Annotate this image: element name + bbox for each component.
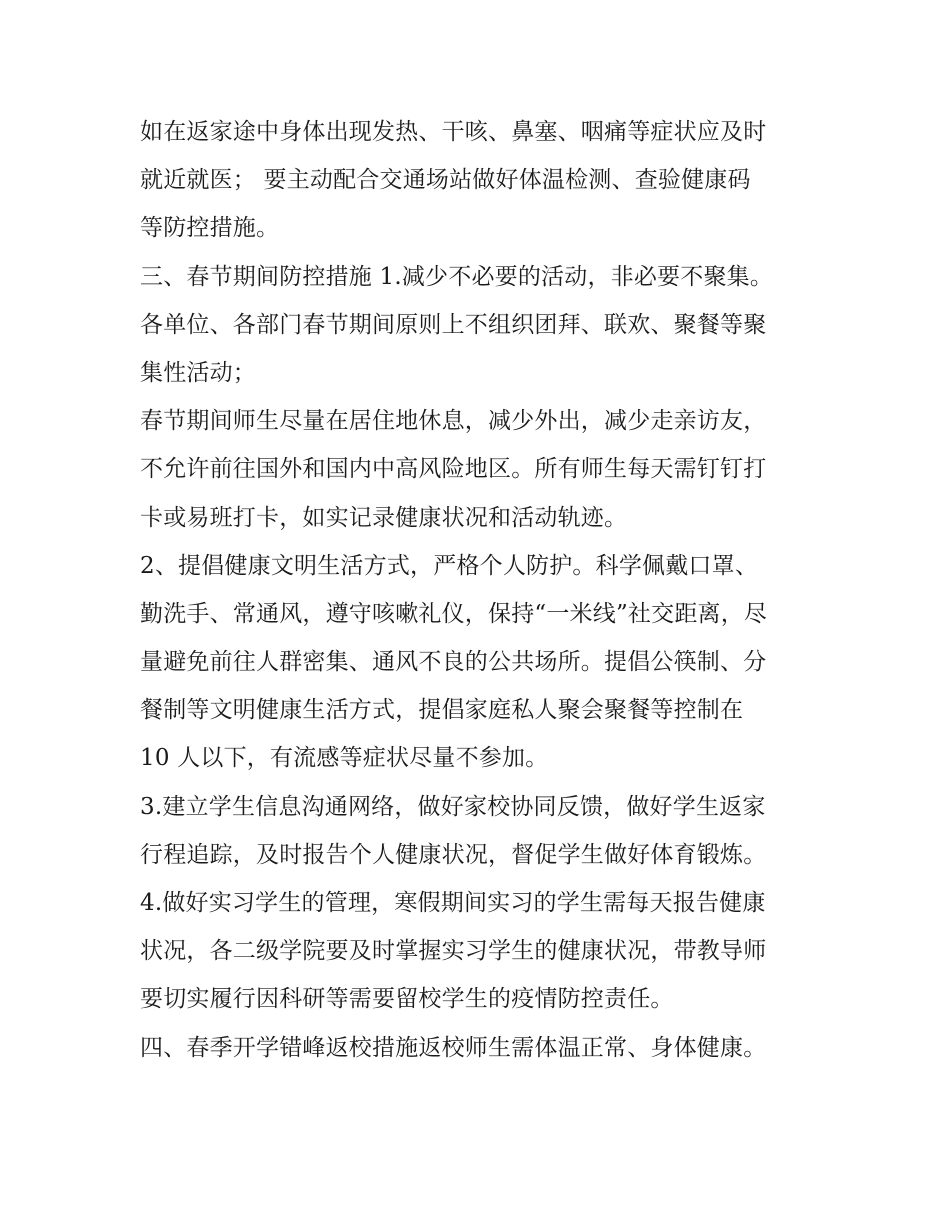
text-line: 2、提倡健康文明生活方式，严格个人防护。科学佩戴口罩、 xyxy=(140,552,759,579)
text-line: 不允许前往国外和国内中高风险地区。所有师生每天需钉钉打 xyxy=(140,456,767,483)
text-line: 四、春季开学错峰返校措施返校师生需体温正常、身体健康。 xyxy=(140,1034,767,1061)
text-line: 量避免前往人群密集、通风不良的公共场所。提倡公筷制、分 xyxy=(140,649,767,676)
text-line: 勤洗手、常通风，遵守咳嗽礼仪，保持“一米线”社交距离，尽 xyxy=(140,600,768,627)
text-line: 餐制等文明健康生活方式，提倡家庭私人聚会聚餐等控制在 xyxy=(140,697,744,724)
text-line: 状况，各二级学院要及时掌握实习学生的健康状况，带教导师 xyxy=(140,938,767,965)
text-line: 等防控措施。 xyxy=(140,215,280,242)
text-line: 就近就医； 要主动配合交通场站做好体温检测、查验健康码 xyxy=(140,167,751,194)
text-line: 各单位、各部门春节期间原则上不组织团拜、联欢、聚餐等聚 xyxy=(140,311,767,338)
text-line: 3.建立学生信息沟通网络，做好家校协同反馈，做好学生返家 xyxy=(140,793,766,820)
text-line: 集性活动； xyxy=(140,359,256,386)
text-line: 如在返家途中身体出现发热、干咳、鼻塞、咽痛等症状应及时 xyxy=(140,119,767,145)
document-body xyxy=(140,108,830,1072)
text-line: 春节期间师生尽量在居住地休息，减少外出，减少走亲访友， xyxy=(140,408,767,435)
text-line: 行程追踪，及时报告个人健康状况，督促学生做好体育锻炼。 xyxy=(140,841,767,868)
text-line: 要切实履行因科研等需要留校学生的疫情防控责任。 xyxy=(140,986,674,1013)
text-line: 三、春节期间防控措施 1.减少不必要的活动，非必要不聚集。 xyxy=(140,263,774,290)
text-line: 10 人以下，有流感等症状尽量不参加。 xyxy=(140,745,549,772)
text-line: 4.做好实习学生的管理，寒假期间实习的学生需每天报告健康 xyxy=(140,890,766,916)
text-line: 卡或易班打卡，如实记录健康状况和活动轨迹。 xyxy=(140,504,628,531)
